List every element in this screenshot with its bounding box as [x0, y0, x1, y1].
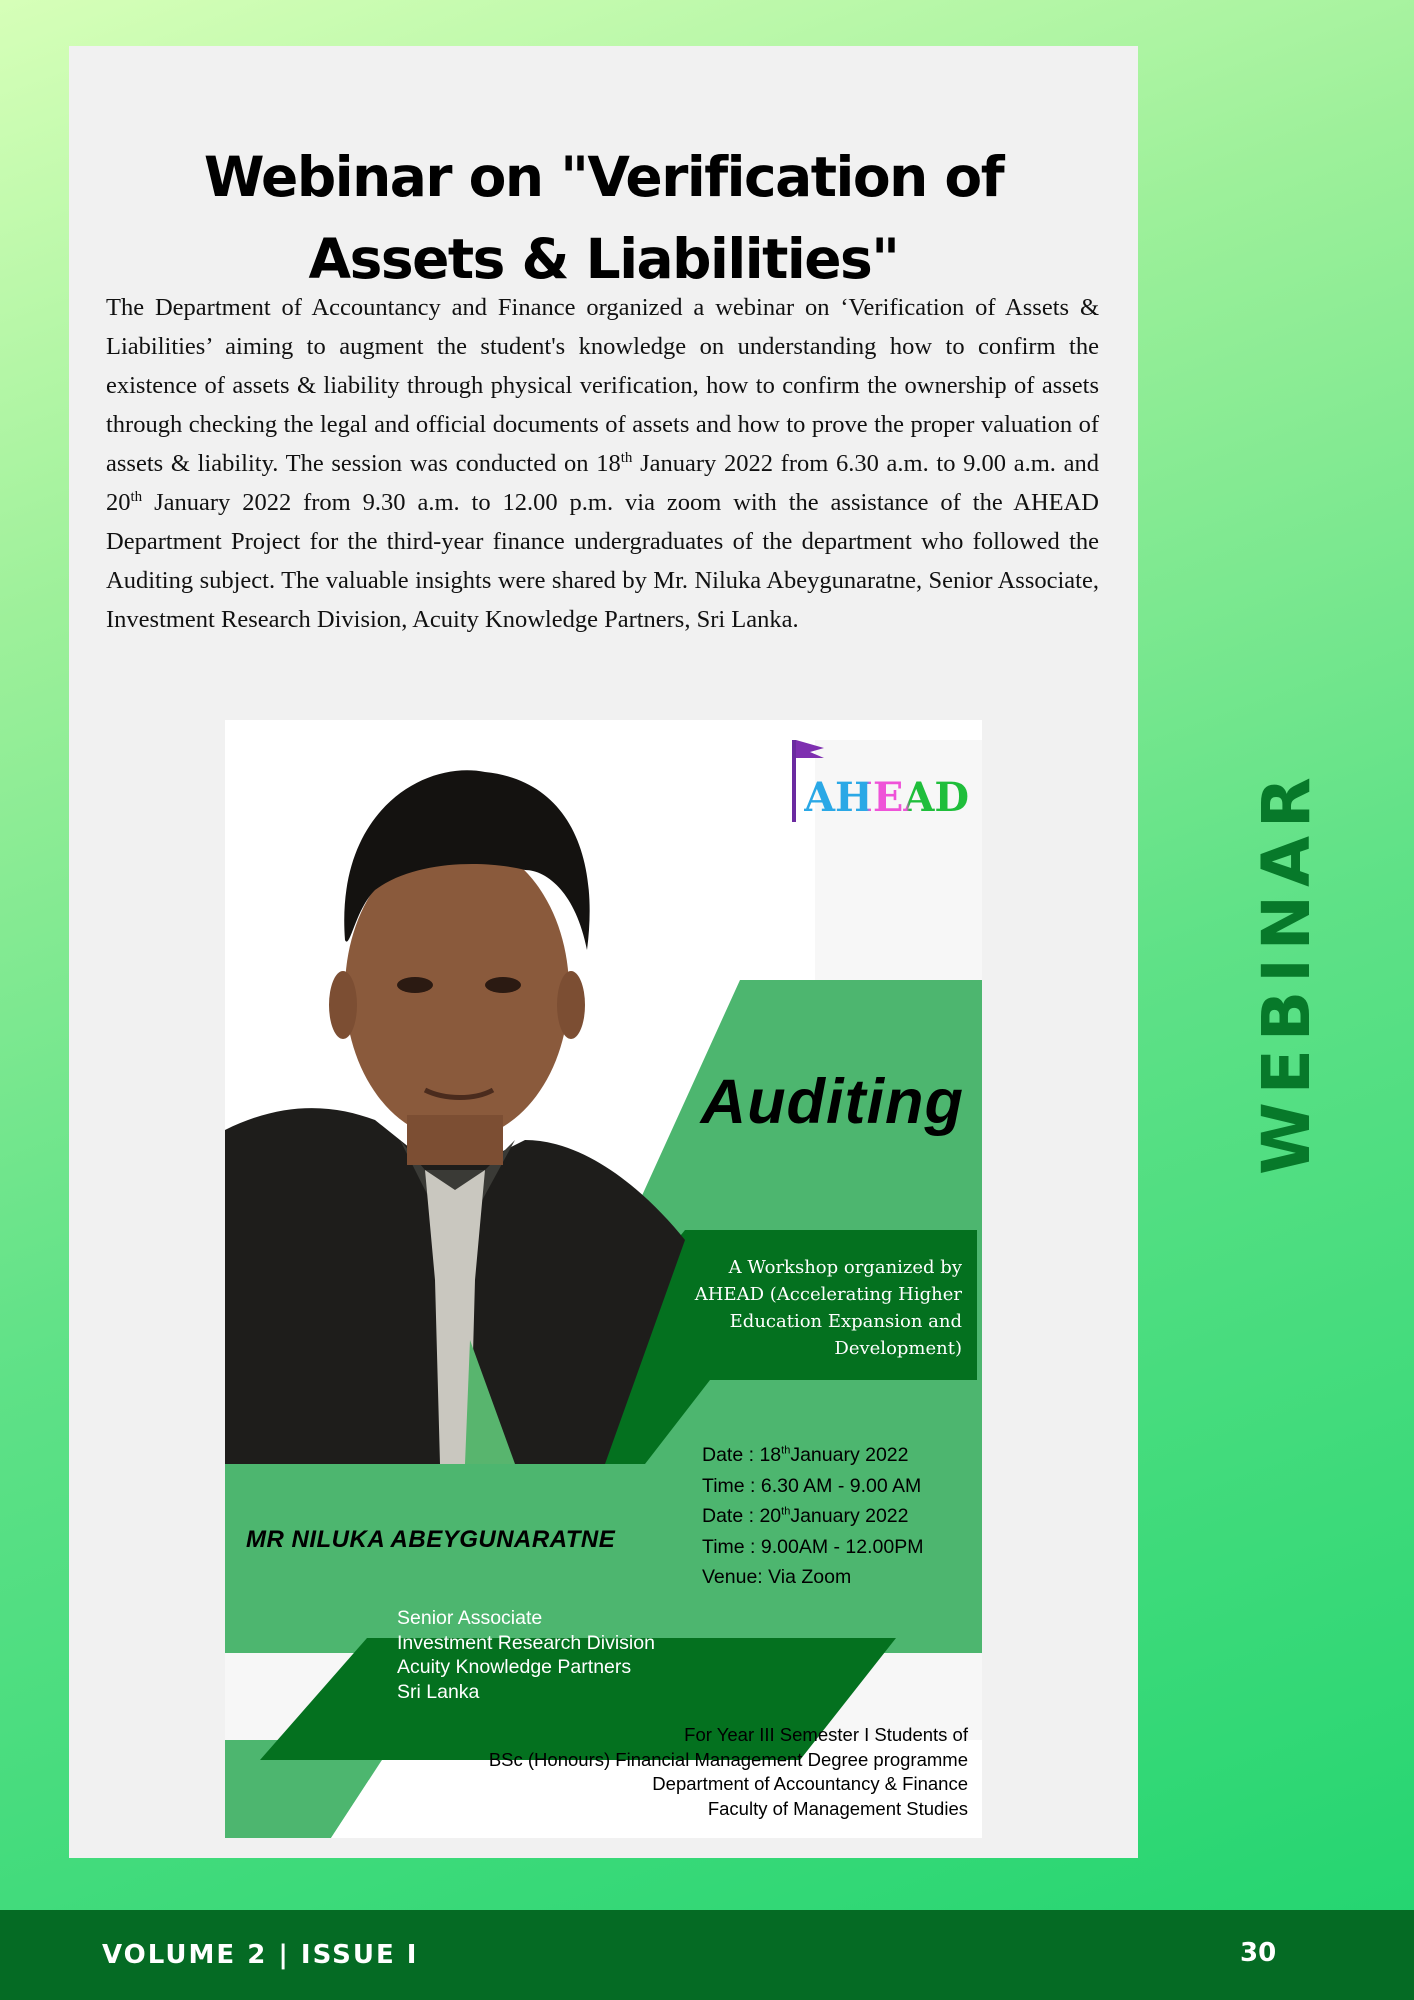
- session-time-1: Time : 6.30 AM - 9.00 AM: [702, 1474, 922, 1497]
- body-text-part1: The Department of Accountancy and Finance organized a webinar on ‘Verification of Assets & Liabilities’ aiming to augment the student's knowledge on understanding how to confirm the existence of assets & liability through physical verification, how to confirm the ownership of assets through checking the legal and official documents of assets and how to prove the proper valuation of assets & liability. The session was conducted on 18: [106, 294, 1099, 477]
- audience-line: BSc (Honours) Financial Management Degree programme: [488, 1748, 968, 1770]
- webinar-poster: [225, 720, 982, 1838]
- workshop-line: AHEAD (Accelerating Higher: [694, 1284, 962, 1305]
- article-title: [69, 136, 1138, 300]
- session-date-1: Date : 18thJanuary 2022: [702, 1444, 909, 1466]
- audience-line: Department of Accountancy & Finance: [652, 1773, 968, 1794]
- role-line: Acuity Knowledge Partners: [397, 1656, 632, 1678]
- body-text-part3: January 2022 from 9.30 a.m. to 12.00 p.m. via zoom with the assistance of the AHEAD Department Project for the third-year finance undergraduates of the department who followed the Auditing subject. The valuable insights were shared by Mr. Niluka Abeygunaratne, Senior Associate, Investment Research Division, Acuity Knowledge Partners, Sri Lanka.: [106, 489, 1099, 633]
- session-date-2: Date : 20thJanuary 2022: [702, 1505, 909, 1527]
- workshop-line: A Workshop organized by: [728, 1257, 962, 1278]
- workshop-line: Education Expansion and: [729, 1311, 962, 1332]
- volume-issue: VOLUME 2 | ISSUE I: [102, 1940, 419, 1970]
- poster-heading: Auditing: [700, 1067, 964, 1137]
- ahead-logo: [788, 734, 972, 828]
- workshop-line: Development): [834, 1338, 962, 1359]
- role-line: Sri Lanka: [397, 1680, 480, 1703]
- speaker-photo: [225, 720, 695, 1480]
- speaker-name: MR NILUKA ABEYGUNARATNE: [246, 1526, 616, 1553]
- role-line: Investment Research Division: [397, 1631, 655, 1654]
- target-audience: [489, 1723, 968, 1821]
- speaker-role: [397, 1606, 655, 1704]
- article-card: [69, 46, 1138, 1858]
- ordinal-suffix: th: [130, 488, 143, 505]
- audience-line: Faculty of Management Studies: [707, 1797, 968, 1819]
- page-footer: [0, 1910, 1414, 2000]
- ordinal-suffix: th: [620, 449, 633, 466]
- audience-line: For Year III Semester I Students of: [684, 1724, 968, 1745]
- ahead-logo-text: AHEAD: [804, 774, 970, 821]
- role-line: Senior Associate: [397, 1607, 543, 1629]
- section-label: WEBINAR: [1248, 769, 1325, 1175]
- session-time-2: Time : 9.00AM - 12.00PM: [702, 1535, 924, 1558]
- session-details: [702, 1440, 923, 1593]
- workshop-description: [622, 1254, 962, 1362]
- body-text-part2: January 2022 from 6.30 a.m. to 9.00 a.m. and 20: [106, 450, 1100, 516]
- page-number: 30: [1240, 1938, 1277, 1968]
- session-venue: Venue: Via Zoom: [702, 1566, 852, 1588]
- article-title-line2: Assets & Liabilities": [308, 227, 899, 291]
- article-title-line1: Webinar on "Verification of: [203, 145, 1004, 209]
- article-body: [106, 288, 1099, 639]
